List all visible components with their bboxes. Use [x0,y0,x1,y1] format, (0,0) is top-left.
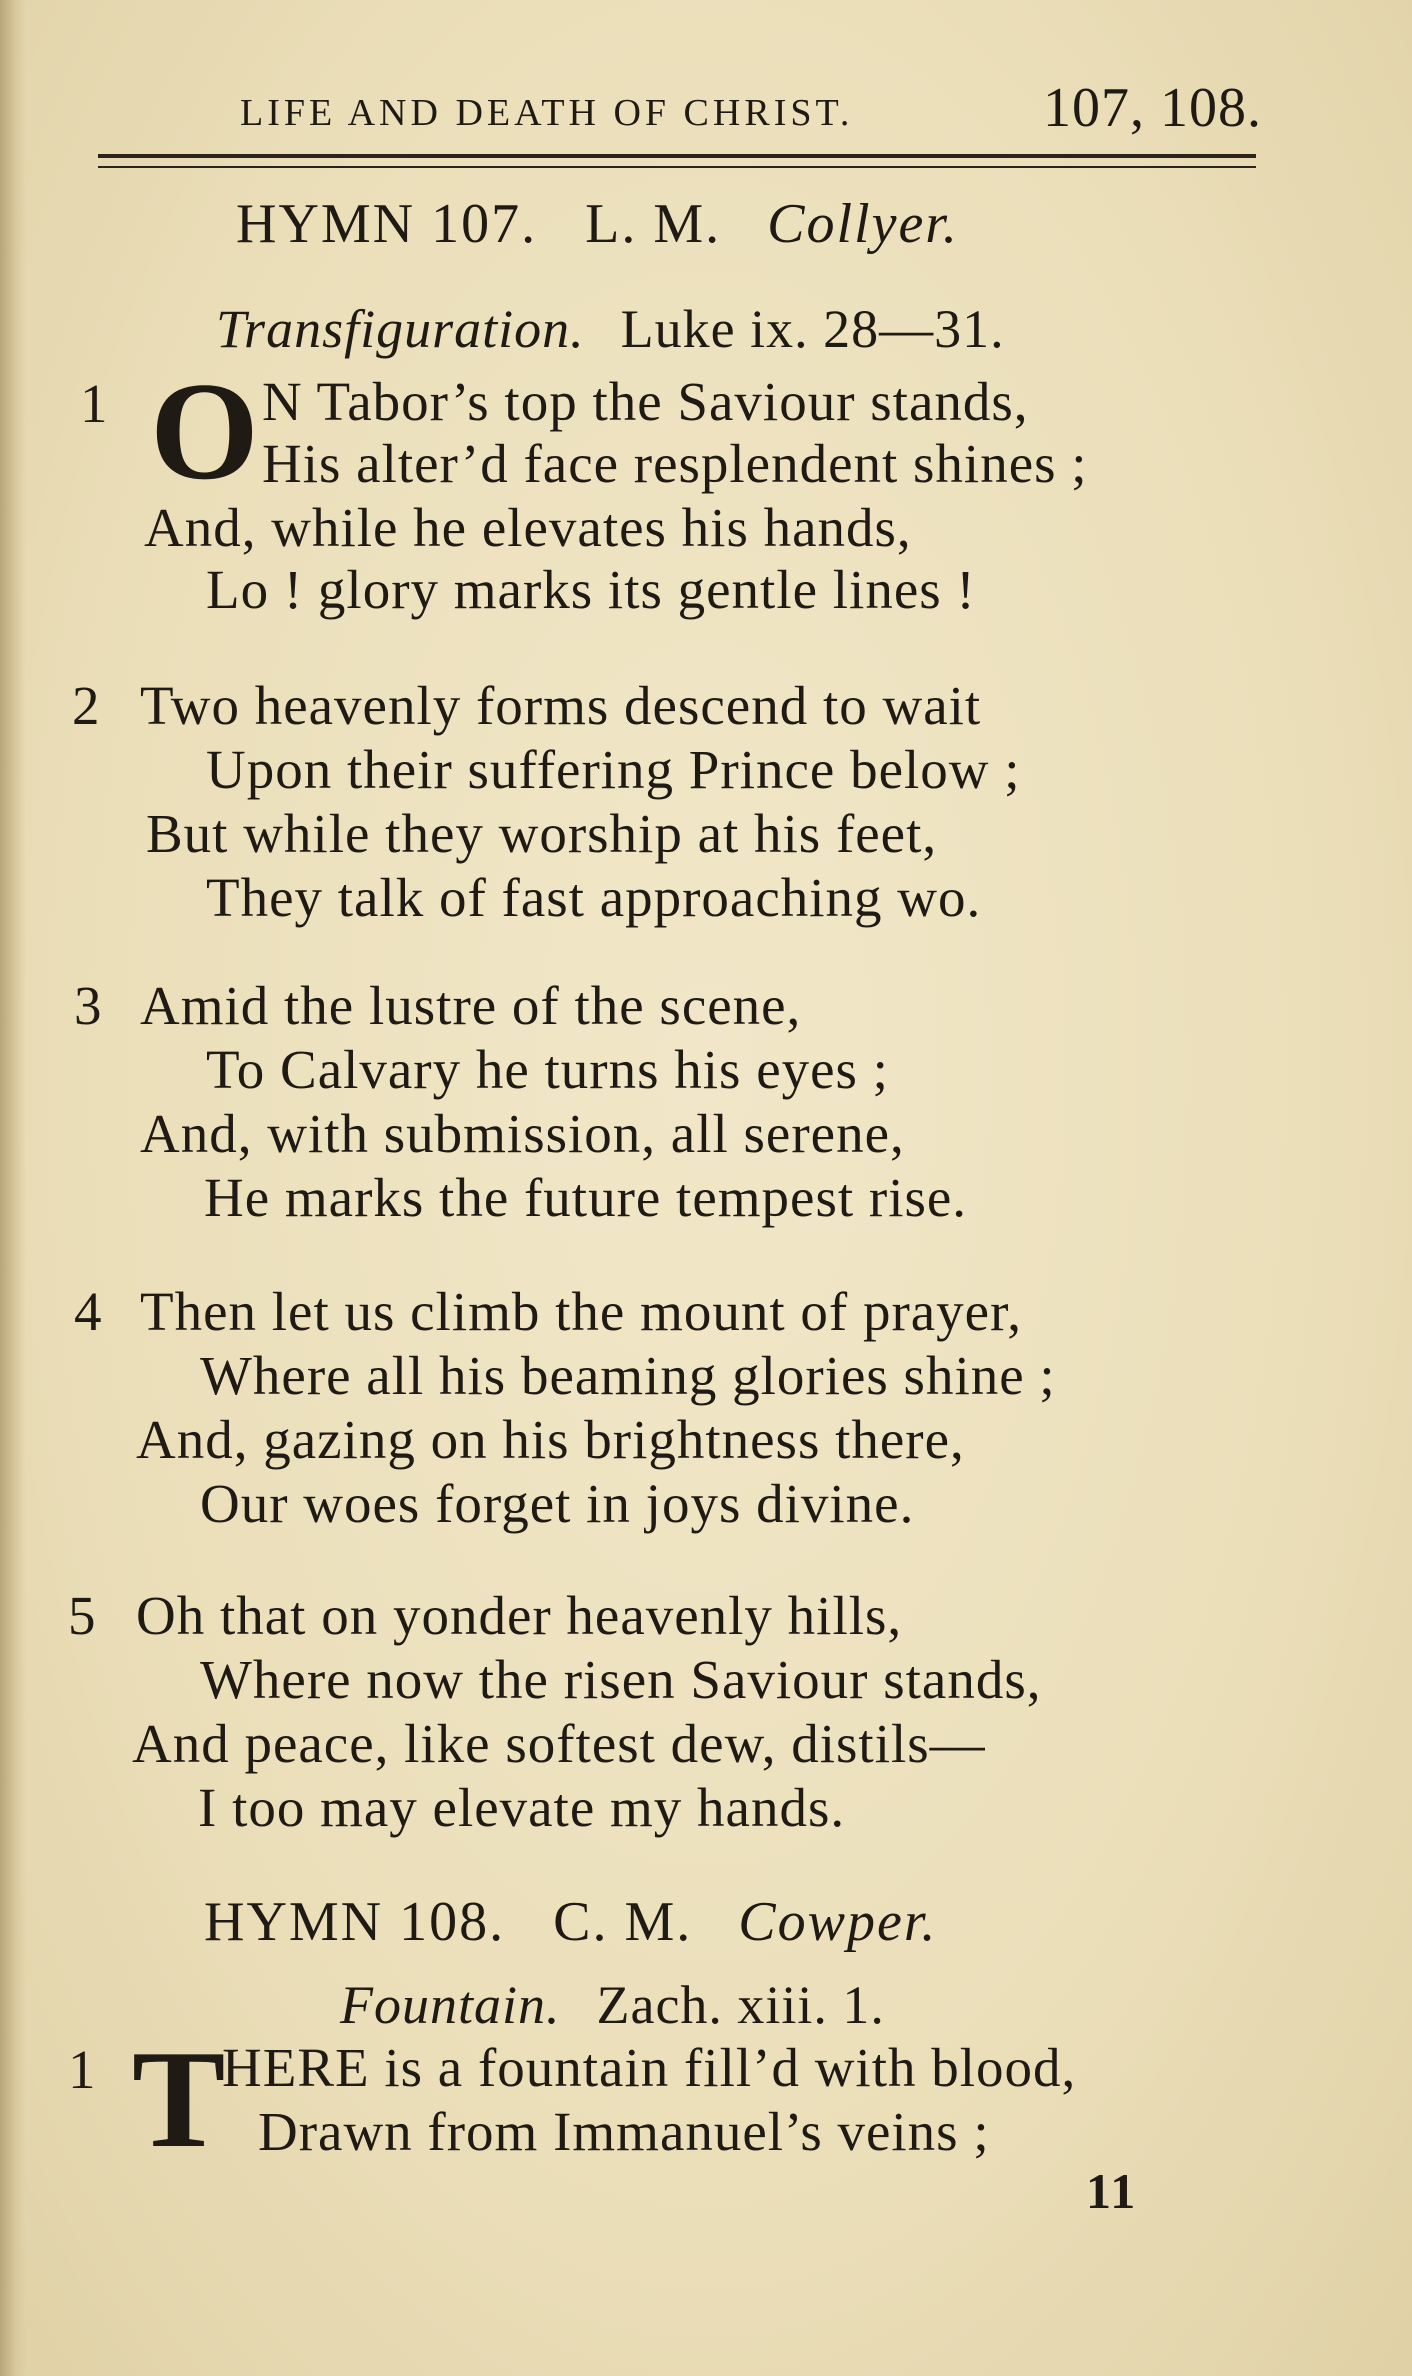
hymn-108-verse-1-line-1: HERE is a fountain fill’d with blood, [222,2037,1077,2098]
hymn-108-topic: Fountain. [340,1975,561,2035]
hymn-107-verse-1-line-4: Lo ! glory marks its gentle lines ! [206,559,976,620]
hymn-108-author: Cowper. [738,1891,938,1953]
hymn-107-verse-1-line-3: And, while he elevates his hands, [144,497,912,558]
hymn-107-verse-5-line-3: And peace, like softest dew, distils— [132,1713,986,1774]
hymn-107-verse-2-number: 2 [72,675,100,736]
hymn-107-subtitle [216,298,1005,360]
hymn-107-verse-2-line-3: But while they worship at his feet, [146,803,938,864]
hymn-107-author: Collyer. [767,193,959,255]
hymn-107-meter: L. M. [585,193,722,255]
hymn-107-verse-5-line-1: Oh that on yonder heavenly hills, [136,1585,903,1646]
hymn-107-verse-2-line-1: Two heavenly forms descend to wait [140,675,982,736]
running-head [240,77,1280,148]
hymn-107-topic: Transfiguration. [216,299,585,359]
hymn-108-dropcap: T [132,2022,226,2177]
hymn-107-dropcap: O [150,354,259,509]
hymn-107-verse-3-line-2: To Calvary he turns his eyes ; [206,1039,889,1100]
hymn-107-verse-3-line-3: And, with submission, all serene, [140,1103,905,1164]
running-head-title: LIFE AND DEATH OF CHRIST. [240,92,854,134]
hymn-107-verse-1-line-1: N Tabor’s top the Saviour stands, [262,371,1029,432]
hymn-107-verse-4-line-3: And, gazing on his brightness there, [136,1409,965,1470]
hymn-107-verse-3-line-1: Amid the lustre of the scene, [140,975,802,1036]
hymn-107-verse-4-number: 4 [74,1281,102,1342]
hymn-107-verse-5-line-2: Where now the risen Saviour stands, [200,1649,1042,1710]
header-rule-thin [98,166,1256,168]
hymn-108-meter: C. M. [553,1891,693,1953]
hymn-108-subtitle [340,1974,885,2036]
hymn-107-verse-5-line-4: I too may elevate my hands. [198,1777,846,1838]
signature-mark: 11 [1086,2163,1138,2219]
hymn-108-title: HYMN 108. [204,1891,506,1953]
hymn-107-verse-3-number: 3 [74,975,102,1036]
hymn-107-verse-1-number: 1 [80,373,108,434]
hymn-107-reference: Luke ix. 28—31. [620,299,1005,359]
hymn-108-verse-1-line-2: Drawn from Immanuel’s veins ; [258,2101,990,2162]
hymn-107-verse-2-line-2: Upon their suffering Prince below ; [206,739,1021,800]
hymn-107-verse-3-line-4: He marks the future tempest rise. [204,1167,968,1228]
hymn-107-verse-2-line-4: They talk of fast approaching wo. [206,867,982,928]
hymn-107-heading [236,192,959,256]
hymn-107-verse-4-line-4: Our woes forget in joys divine. [200,1473,915,1534]
hymn-108-verse-1-number: 1 [68,2039,96,2100]
hymn-107-title: HYMN 107. [236,193,538,255]
hymn-107-verse-5-number: 5 [68,1585,96,1646]
running-head-hymn-numbers: 107, 108. [1043,77,1262,139]
hymn-107-verse-1-line-2: His alter’d face resplendent shines ; [262,433,1088,494]
hymn-108-heading [204,1890,937,1954]
hymn-107-verse-4-line-2: Where all his beaming glories shine ; [200,1345,1056,1406]
page-edge-shadow [0,0,26,2376]
header-rule-thick [98,154,1256,158]
hymn-107-verse-4-line-1: Then let us climb the mount of prayer, [140,1281,1022,1342]
hymn-108-reference: Zach. xiii. 1. [596,1975,885,2035]
